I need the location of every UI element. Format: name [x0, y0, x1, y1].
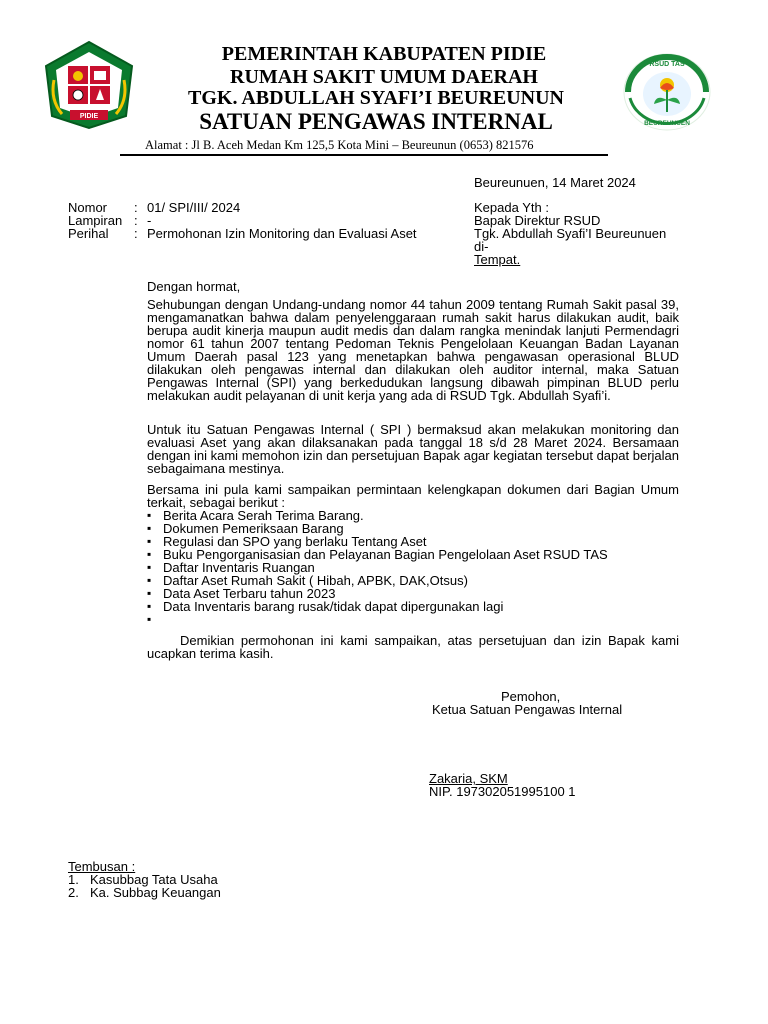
- list-item: [147, 613, 687, 626]
- cc-item-number: 1.: [68, 872, 79, 887]
- signature-title: Ketua Satuan Pengawas Internal: [432, 702, 623, 717]
- list-item: ▪ Data Inventaris barang rusak/tidak dapat dipergunakan lagi: [147, 600, 687, 613]
- list-item: ▪ Daftar Aset Rumah Sakit ( Hibah, APBK, DAK,Otsus): [147, 574, 687, 587]
- paragraph-2: Untuk itu Satuan Pengawas Internal ( SPI ) bermaksud akan melakukan monitoring dan evaluasi Aset yang akan dilaksanakan pada tanggal 18 s/d 28 Maret 2024. Bersamaan dengan ini kami memohon izin dan persetujuan Bapak agar kegiatan tersebut dapat berjalan sebagaimana mestinya.: [147, 422, 679, 476]
- recipient-line-2: Bapak Direktur RSUD: [474, 213, 601, 228]
- recipient-line-3: Tgk. Abdullah Syafi’I Beureunuen: [474, 226, 667, 241]
- header-line-2: RUMAH SAKIT UMUM DAERAH: [230, 66, 538, 88]
- header-line-1: PEMERINTAH KABUPATEN PIDIE: [221, 43, 547, 65]
- recipient-line-4: di-: [474, 239, 489, 254]
- document-list: [147, 509, 687, 626]
- list-item: [68, 886, 221, 899]
- recipient-line-5: Tempat.: [474, 252, 521, 267]
- address-line: Alamat : Jl B. Aceh Medan Km 125,5 Kota Mini – Beureunun (0653) 821576: [145, 138, 534, 152]
- meta-sep-nomor: :: [134, 200, 138, 215]
- signature-name: Zakaria, SKM: [429, 771, 508, 786]
- list-item: ▪ Regulasi dan SPO yang berlaku Tentang Aset: [147, 535, 687, 548]
- meta-label-nomor: Nomor: [68, 200, 108, 215]
- rsud-tas-logo-top-text: RSUD TAS: [649, 61, 685, 68]
- list-item: ▪ Berita Acara Serah Terima Barang.: [147, 509, 687, 522]
- meta-label-lampiran: Lampiran: [68, 213, 123, 228]
- cc-title: Tembusan :: [68, 859, 136, 874]
- signature-nip: NIP. 197302051995100 1: [429, 784, 576, 799]
- meta-sep-lampiran: :: [134, 213, 138, 228]
- closing-paragraph: Demikian permohonan ini kami sampaikan, atas persetujuan dan izin Bapak kami ucapkan terima kasih.: [147, 633, 679, 661]
- header-divider: [120, 154, 608, 156]
- header-line-3: TGK. ABDULLAH SYAFI’I BEUREUNUN: [188, 87, 564, 109]
- list-item: ▪ Buku Pengorganisasian dan Pelayanan Bagian Pengelolaan Aset RSUD TAS: [147, 548, 687, 561]
- meta-value-perihal: Permohonan Izin Monitoring dan Evaluasi Aset: [147, 226, 417, 241]
- rsud-tas-logo-icon: [622, 52, 712, 132]
- rsud-tas-logo-bottom-text: BEUREUNUEN: [644, 120, 690, 127]
- signature-label-pemohon: Pemohon,: [501, 689, 561, 704]
- cc-item-text: Ka. Subbag Keuangan: [90, 885, 221, 900]
- meta-value-nomor: 01/ SPI/III/ 2024: [147, 200, 241, 215]
- list-item: ▪ Daftar Inventaris Ruangan: [147, 561, 687, 574]
- paragraph-3: Bersama ini pula kami sampaikan permintaan kelengkapan dokumen dari Bagian Umum terkait, sebagai berikut :: [147, 482, 679, 510]
- cc-item-text: Kasubbag Tata Usaha: [90, 872, 218, 887]
- list-item: ▪ Dokumen Pemeriksaan Barang: [147, 522, 687, 535]
- paragraph-1: Sehubungan dengan Undang-undang nomor 44 tahun 2009 tentang Rumah Sakit pasal 39, mengamanatkan bahwa dalam penyelenggaraan rumah sakit harus dilakukan audit, baik berupa audit kinerja maupun audit medis dan dalam rangka menindak lanjuti Permendagri nomor 61 tahun 2007 tentang Pedoman Teknis Pengelolaan Keuangan Badan Layanan Umum Daerah pasal 123 yang menetapkan bahwa pengawasan operasional BLUD dilakukan oleh pengawas internal dan dilakukan oleh auditor internal, maka Satuan Pengawas Internal (SPI) yang berkedudukan langsung dibawah pimpinan BLUD perlu melakukan audit pelayanan di unit kerja yang ada di RSUD Tgk. Abdullah Syafi’i.: [147, 297, 679, 403]
- meta-sep-perihal: :: [134, 226, 138, 241]
- list-item: ▪ Data Aset Terbaru tahun 2023: [147, 587, 687, 600]
- header-line-4: SATUAN PENGAWAS INTERNAL: [199, 109, 553, 134]
- pidie-logo-text: PIDIE: [79, 113, 99, 120]
- meta-value-lampiran: -: [147, 213, 152, 228]
- meta-label-perihal: Perihal: [68, 226, 109, 241]
- recipient-line-1: Kepada Yth :: [474, 200, 549, 215]
- place-date: Beureunuen, 14 Maret 2024: [474, 175, 636, 190]
- cc-item-number: 2.: [68, 885, 79, 900]
- salutation: Dengan hormat,: [147, 279, 241, 294]
- cc-list: [68, 873, 221, 899]
